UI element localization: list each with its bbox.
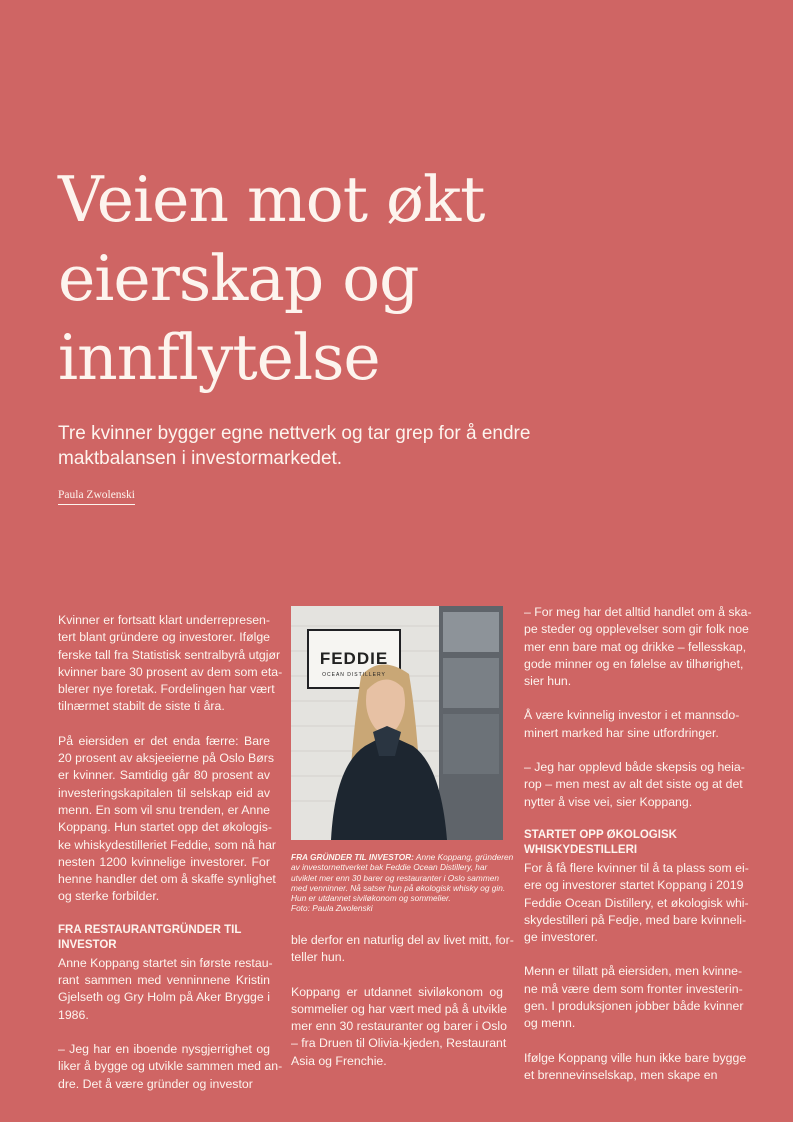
- paragraph: [291, 984, 507, 1070]
- sign-subtext: OCEAN DISTILLERY: [322, 672, 386, 678]
- text-line: ble derfor en naturlig del av livet mitt, for-: [291, 933, 514, 947]
- paragraph: [58, 955, 273, 1024]
- text-line: – fra Druen til Olivia-kjeden, Restaurant: [291, 1036, 507, 1051]
- text-line: Feddie Ocean Distillery, et økologisk whi-: [524, 895, 749, 910]
- text-line: Koppang er utdannet siviløkonom og: [291, 984, 503, 999]
- text-line: Ifølge Koppang ville hun ikke bare bygge: [524, 1050, 747, 1065]
- column-3: [524, 604, 752, 1101]
- article-photo: [291, 606, 503, 840]
- paragraph: [58, 733, 277, 906]
- paragraph: [524, 707, 740, 742]
- text-line: menn. En som vil snu trenden, er Anne: [58, 802, 270, 817]
- text-line: ge investorer.: [524, 930, 598, 945]
- text-line: sier hun.: [524, 674, 572, 689]
- caption-lead: FRA GRÜNDER TIL INVESTOR:: [291, 852, 414, 862]
- text-line: rop – men mest av alt det siste og at det: [524, 777, 743, 792]
- text-line: gen. I produksjonen jobber både kvinner: [524, 999, 744, 1014]
- article-title: [58, 160, 758, 397]
- lead-line: Tre kvinner bygger egne nettverk og tar grep for å endre: [58, 423, 531, 444]
- caption-line: [291, 852, 514, 862]
- paragraph: [524, 963, 744, 1032]
- text-line: Asia og Frenchie.: [291, 1053, 387, 1068]
- text-line: er kvinner. Samtidig går 80 prosent av: [58, 768, 270, 783]
- text-line: For å få flere kvinner til å ta plass som ei-: [524, 860, 749, 875]
- photo-illustration: [291, 606, 503, 840]
- caption-line: Hun er utdannet siviløkonom og sommelier.: [291, 893, 451, 904]
- text-line: og menn.: [524, 1016, 576, 1031]
- text-line: investeringskapitalen til selskap eid av: [58, 785, 270, 800]
- text-line: Anne Koppang startet sin første restau-: [58, 955, 273, 970]
- paragraph: [524, 1050, 747, 1085]
- text-line: skydestilleri på Fedje, med bare kvinneli-: [524, 912, 747, 927]
- title-line: Veien mot økt: [58, 163, 485, 236]
- text-line: 20 prosent av aksjeeierne på Oslo Børs: [58, 751, 274, 766]
- heading-line: INVESTOR: [58, 938, 117, 951]
- text-line: liker å bygge og utvikle sammen med an-: [58, 1059, 283, 1074]
- text-line: sommelier og har vært med på å utvikle: [291, 1001, 507, 1016]
- section-heading: [524, 828, 736, 858]
- sign-text: FEDDIE: [319, 649, 389, 668]
- text-line: pe steder og opplevelser som gir folk noe: [524, 622, 749, 637]
- text-line: Gjelseth og Gry Holm på Aker Brygge i: [58, 990, 270, 1005]
- text-line: ere og investorer startet Koppang i 2019: [524, 878, 744, 893]
- text-line: – Jeg har opplevd både skepsis og heia-: [524, 760, 745, 775]
- text-line: mer enn bare mat og drikke – fellesskap,: [524, 639, 747, 654]
- text-line: nesten 1200 kvinnelige investorer. For: [58, 854, 270, 869]
- text-line: et brennevinselskap, men skape en: [524, 1067, 718, 1082]
- text-line: ne må være dem som fronter investerin-: [524, 981, 743, 996]
- paragraph: [524, 759, 745, 811]
- title-line: eierskap og: [58, 242, 419, 315]
- photo-credit: Foto: Paula Zwolenski: [291, 903, 373, 914]
- paragraph: [524, 604, 752, 690]
- heading-line: STARTET OPP ØKOLOGISK: [524, 828, 677, 841]
- text-line: Å være kvinnelig investor i et mannsdo-: [524, 708, 740, 723]
- paragraph: [291, 932, 514, 967]
- text-line: – Jeg har en iboende nysgjerrighet og: [58, 1041, 270, 1056]
- text-line: blerer nye foretak. Fordelingen har vært: [58, 682, 275, 697]
- section-heading: [58, 923, 270, 953]
- text-line: dre. Det å være gründer og investor: [58, 1076, 253, 1091]
- text-line: kvinner bare 30 prosent av dem som eta-: [58, 664, 283, 679]
- text-line: – For meg har det alltid handlet om å ska-: [524, 605, 752, 619]
- caption-line: utviklet mer enn 30 barer og restauranter i Oslo sammen: [291, 872, 499, 883]
- column-1: [58, 612, 283, 1110]
- caption-text: Anne Koppang, gründeren: [413, 852, 514, 862]
- photo-caption: [291, 852, 514, 914]
- text-line: nytter å vise vei, sier Koppang.: [524, 794, 693, 809]
- heading-line: FRA RESTAURANTGRÜNDER TIL: [58, 923, 242, 936]
- paragraph: [524, 860, 749, 946]
- text-line: På eiersiden er det enda færre: Bare: [58, 733, 270, 748]
- text-line: ke whiskydestilleriet Feddie, som nå har: [58, 837, 277, 852]
- text-line: Kvinner er fortsatt klart underrepresen-: [58, 613, 270, 627]
- caption-line: med venninner. Nå satser hun på økologisk whisky og gin.: [291, 882, 506, 893]
- byline: Paula Zwolenski: [58, 489, 135, 505]
- text-line: og sterke forbilder.: [58, 889, 160, 904]
- text-line: rant sammen med venninnene Kristin: [58, 973, 270, 988]
- paragraph: [58, 1041, 283, 1093]
- text-line: minert marked har sine utfordringer.: [524, 725, 719, 740]
- article-lead: [58, 421, 758, 471]
- text-line: henne handler det om å skaffe synlighet: [58, 872, 276, 887]
- text-line: ferske tall fra Statistisk sentralbyrå utgjør: [58, 647, 281, 662]
- text-line: mer enn 30 restauranter og barer i Oslo: [291, 1019, 507, 1034]
- text-line: teller hun.: [291, 950, 346, 965]
- heading-line: WHISKYDESTILLERI: [524, 843, 638, 856]
- column-2: [291, 932, 514, 1087]
- text-line: Koppang. Hun startet opp det økologis-: [58, 820, 272, 835]
- text-line: 1986.: [58, 1007, 89, 1022]
- lead-line: maktbalansen i investormarkedet.: [58, 448, 343, 469]
- text-line: Menn er tillatt på eiersiden, men kvinne-: [524, 964, 743, 979]
- text-line: tert blant gründere og investorer. Ifølge: [58, 630, 270, 645]
- title-line: innflytelse: [58, 321, 380, 394]
- text-line: tilnærmet stabilt de siste ti åra.: [58, 699, 225, 714]
- text-line: gode minner og en følelse av tilhørighet,: [524, 656, 744, 671]
- caption-line: av investornettverket bak Feddie Ocean Distillery, har: [291, 862, 488, 873]
- paragraph: [58, 612, 283, 716]
